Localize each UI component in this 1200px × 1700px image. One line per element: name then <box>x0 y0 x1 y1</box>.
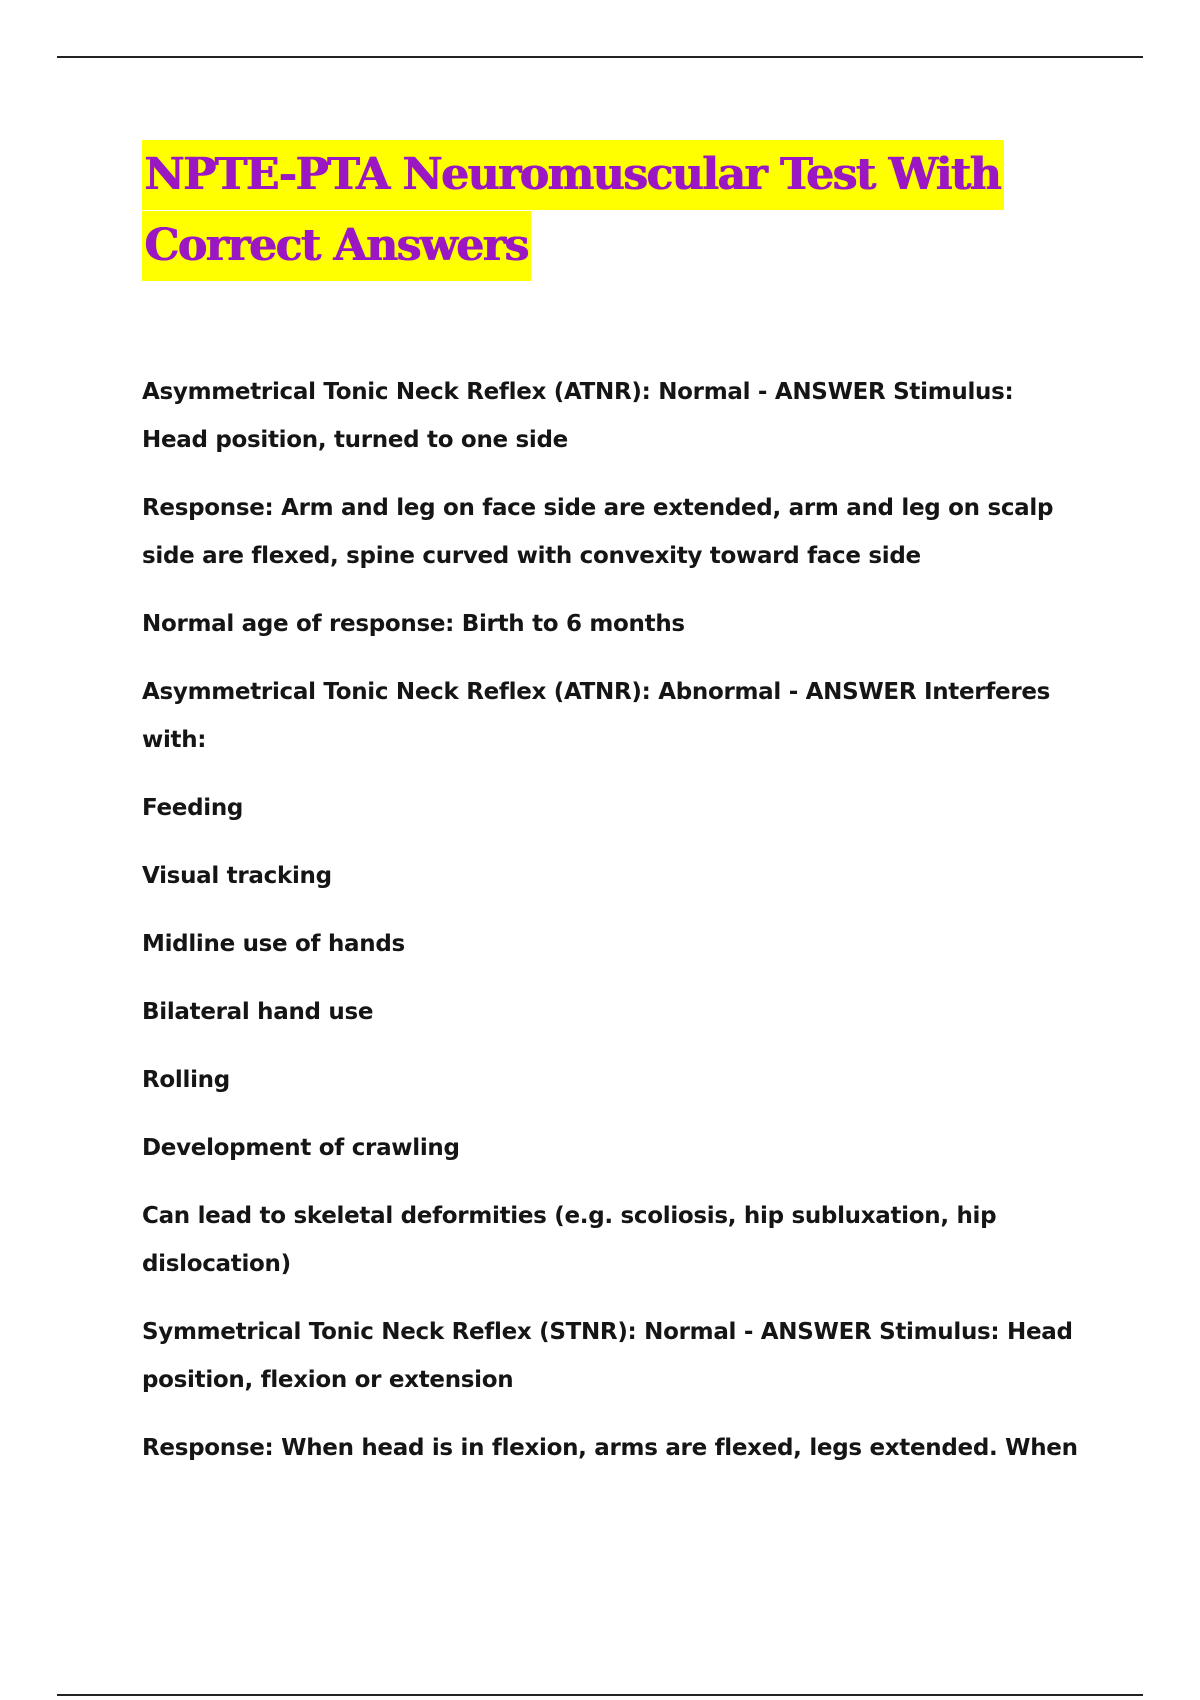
paragraph-atnr-abnormal: Asymmetrical Tonic Neck Reflex (ATNR): Abnormal - ANSWER Interferes with: <box>142 679 1051 753</box>
document-title <box>142 140 1102 282</box>
list-item-visual-tracking: Visual tracking <box>142 863 332 889</box>
paragraph-stnr-normal-stimulus: Symmetrical Tonic Neck Reflex (STNR): Normal - ANSWER Stimulus: Head position, flexion or extension <box>142 1319 1073 1393</box>
list-item-crawling: Development of crawling <box>142 1135 460 1161</box>
list-item-bilateral-hand-use: Bilateral hand use <box>142 999 374 1025</box>
list-item-rolling: Rolling <box>142 1067 230 1093</box>
paragraph-stnr-normal-response: Response: When head is in flexion, arms are flexed, legs extended. When <box>142 1435 1078 1461</box>
paragraph-atnr-normal-stimulus: Asymmetrical Tonic Neck Reflex (ATNR): Normal - ANSWER Stimulus: Head position, turned to one side <box>142 379 1014 453</box>
paragraph-atnr-normal-age: Normal age of response: Birth to 6 months <box>142 611 685 637</box>
header-rule <box>57 56 1143 58</box>
title-line-1: NPTE-PTA Neuromuscular Test With <box>142 140 1004 210</box>
paragraph-skeletal-deformities: Can lead to skeletal deformities (e.g. scoliosis, hip subluxation, hip dislocation) <box>142 1203 997 1277</box>
list-item-midline-use: Midline use of hands <box>142 931 405 957</box>
paragraph-atnr-normal-response: Response: Arm and leg on face side are extended, arm and leg on scalp side are flexed, spine curved with convexity toward face side <box>142 495 1054 569</box>
list-item-feeding: Feeding <box>142 795 244 821</box>
title-line-2: Correct Answers <box>142 211 531 281</box>
document-body <box>142 368 1082 1492</box>
footer-rule <box>57 1694 1143 1696</box>
